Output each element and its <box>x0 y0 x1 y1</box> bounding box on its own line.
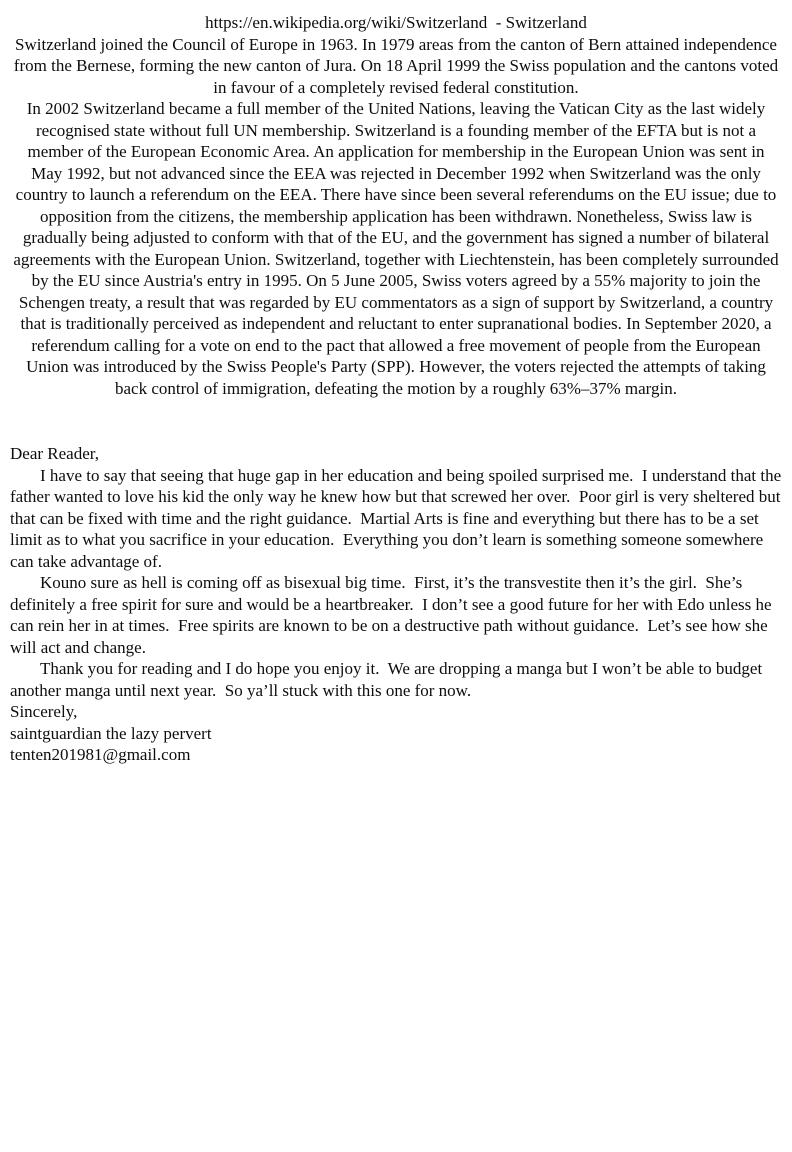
wiki-paragraph-2: In 2002 Switzerland became a full member of the United Nations, leaving the Vatican City as the last widely recognised state without full UN membership. Switzerland is a founding member of the EFTA but is not a member of the European Economic Area. An application for membership in the European Union was sent in May 1992, but not advanced since the EEA was rejected in December 1992 when Switzerland was the only country to launch a referendum on the EEA. There have since been several referendums on the EU issue; due to opposition from the citizens, the membership application has been withdrawn. Nonetheless, Swiss law is gradually being adjusted to conform with that of the EU, and the government has signed a number of bilateral agreements with the European Union. Switzerland, together with Liechtenstein, has been completely surrounded by the EU since Austria's entry in 1995. On 5 June 2005, Swiss voters agreed by a 55% majority to join the Schengen treaty, a result that was regarded by EU commentators as a sign of support by Switzerland, a country that is traditionally perceived as independent and reluctant to enter supranational bodies. In September 2020, a referendum calling for a vote on end to the pact that allowed a free movement of people from the European Union was introduced by the Swiss People's Party (SPP). However, the voters rejected the attempts of taking back control of immigration, defeating the motion by a roughly 63%–37% margin. <box>13 99 783 398</box>
signature-block <box>10 723 782 766</box>
letter-salutation: Dear Reader, <box>10 444 99 463</box>
wiki-excerpt-section <box>10 12 782 399</box>
letter-paragraph-3: Thank you for reading and I do hope you enjoy it. We are dropping a manga but I won’t be able to budget another manga until next year. So ya’ll stuck with this one for now. <box>10 659 767 700</box>
letter-closing: Sincerely, <box>10 702 78 721</box>
letter-section <box>10 443 786 766</box>
signature-name: saintguardian the lazy pervert <box>10 723 212 743</box>
signature-email: tenten201981@gmail.com <box>10 745 191 764</box>
wiki-paragraph-1: Switzerland joined the Council of Europe in 1963. In 1979 areas from the canton of Bern attained independence from the Bernese, forming the new canton of Jura. On 18 April 1999 the Swiss population and the cantons voted in favour of a completely revised federal constitution. <box>13 34 783 97</box>
letter-paragraph-1: I have to say that seeing that huge gap in her education and being spoiled surprised me. I understand that the father wanted to love his kid the only way he knew how but that screwed her over. Poor girl is very sheltered but that can be fixed with time and the right guidance. Martial Arts is fine and everything but there has to be a set limit as to what you sacrifice in your education. Everything you don’t learn is something someone somewhere can take advantage of. <box>10 465 786 571</box>
wiki-source-line: https://en.wikipedia.org/wiki/Switzerland - Switzerland <box>205 13 587 32</box>
letter-paragraph-2: Kouno sure as hell is coming off as bisexual big time. First, it’s the transvestite then it’s the girl. She’s definitely a free spirit for sure and would be a heartbreaker. I don’t see a good future for her with Edo unless he can rein her in at times. Free spirits are known to be on a destructive path without guidance. Let’s see how she will act and change. <box>10 573 776 657</box>
